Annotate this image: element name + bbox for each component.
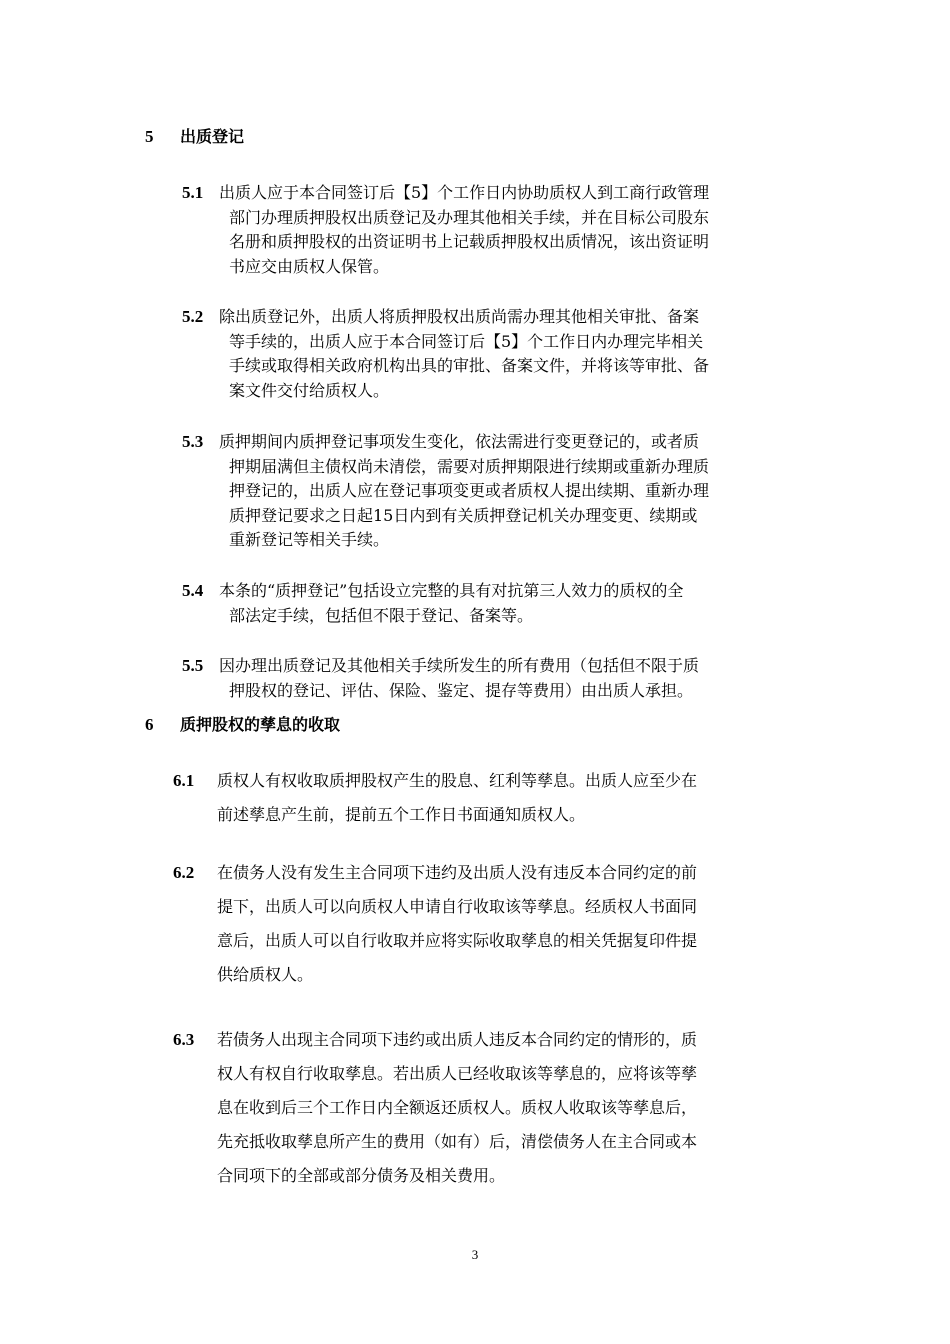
clause-6-2 [173, 856, 798, 992]
clause-line: 手续或取得相关政府机构出具的审批、备案文件，并将该等审批、备 [229, 356, 710, 375]
clause-line: 供给质权人。 [217, 965, 314, 984]
clause-5-3 [182, 430, 807, 553]
clause-6-1 [173, 764, 798, 832]
clause-line: 名册和质押股权的出资证明书上记载质押股权出质情况，该出资证明 [229, 232, 710, 251]
clause-line: 出质人应于本合同签订后【5】个工作日内协助质权人到工商行政管理 [219, 183, 710, 202]
clause-5-2 [182, 305, 807, 403]
clause-line: 先充抵收取孳息所产生的费用（如有）后，清偿债务人在主合同或本 [217, 1132, 698, 1151]
section-heading-6 [145, 713, 340, 737]
clause-line: 部法定手续，包括但不限于登记、备案等。 [229, 605, 534, 625]
clause-number: 5.5 [182, 656, 204, 675]
clause-number: 5.1 [182, 183, 204, 202]
clause-line: 提下，出质人可以向质权人申请自行收取该等孳息。经质权人书面同 [217, 897, 698, 916]
clause-line: 合同项下的全部或部分债务及相关费用。 [217, 1166, 506, 1185]
clause-line: 质押登记要求之日起15日内到有关质押登记机关办理变更、续期或 [229, 505, 698, 525]
clause-line: 书应交由质权人保管。 [229, 256, 390, 276]
clause-line: 案文件交付给质权人。 [229, 380, 390, 400]
section-title: 质押股权的孳息的收取 [180, 715, 341, 734]
clause-line: 息在收到后三个工作日内全额返还质权人。质权人收取该等孳息后， [217, 1098, 698, 1117]
clause-line: 除出质登记外，出质人将质押股权出质尚需办理其他相关审批、备案 [219, 307, 700, 326]
clause-line: 因办理出质登记及其他相关手续所发生的所有费用（包括但不限于质 [219, 656, 700, 675]
clause-line: 在债务人没有发生主合同项下违约及出质人没有违反本合同约定的前 [217, 863, 698, 882]
clause-line: 质权人有权收取质押股权产生的股息、红利等孳息。出质人应至少在 [217, 771, 698, 790]
clause-number: 5.2 [182, 307, 204, 326]
clause-line: 质押期间内质押登记事项发生变化，依法需进行变更登记的，或者质 [219, 432, 700, 451]
clause-number: 6.1 [173, 771, 195, 790]
clause-5-1 [182, 181, 807, 279]
clause-number: 6.3 [173, 1030, 195, 1049]
clause-6-3 [173, 1023, 798, 1193]
clause-line: 若债务人出现主合同项下违约或出质人违反本合同约定的情形的，质 [217, 1030, 698, 1049]
clause-number: 6.2 [173, 863, 195, 882]
clause-5-5 [182, 654, 807, 703]
clause-line: 意后，出质人可以自行收取并应将实际收取孳息的相关凭据复印件提 [217, 931, 698, 950]
clause-line: 等手续的，出质人应于本合同签订后【5】个工作日内办理完毕相关 [229, 331, 704, 351]
clause-line: 押期届满但主债权尚未清偿，需要对质押期限进行续期或重新办理质 [229, 456, 710, 476]
clause-line: 本条的“质押登记”包括设立完整的具有对抗第三人效力的质权的全 [219, 581, 684, 600]
clause-number: 5.3 [182, 432, 204, 451]
clause-line: 押登记的，出质人应在登记事项变更或者质权人提出续期、重新办理 [229, 481, 710, 500]
section-number: 6 [145, 715, 154, 734]
section-heading-5 [145, 125, 244, 149]
clause-line: 权人有权自行收取孳息。若出质人已经收取该等孳息的，应将该等孳 [217, 1064, 698, 1083]
clause-line: 前述孳息产生前，提前五个工作日书面通知质权人。 [217, 805, 586, 824]
clause-5-4 [182, 579, 807, 628]
clause-line: 重新登记等相关手续。 [229, 530, 390, 549]
clause-line: 押股权的登记、评估、保险、鉴定、提存等费用）由出质人承担。 [229, 680, 694, 700]
clause-number: 5.4 [182, 581, 204, 600]
section-number: 5 [145, 127, 154, 146]
page-number: 3 [471, 1247, 479, 1262]
clause-line: 部门办理质押股权出质登记及办理其他相关手续，并在目标公司股东 [229, 207, 710, 227]
section-title: 出质登记 [180, 127, 245, 146]
